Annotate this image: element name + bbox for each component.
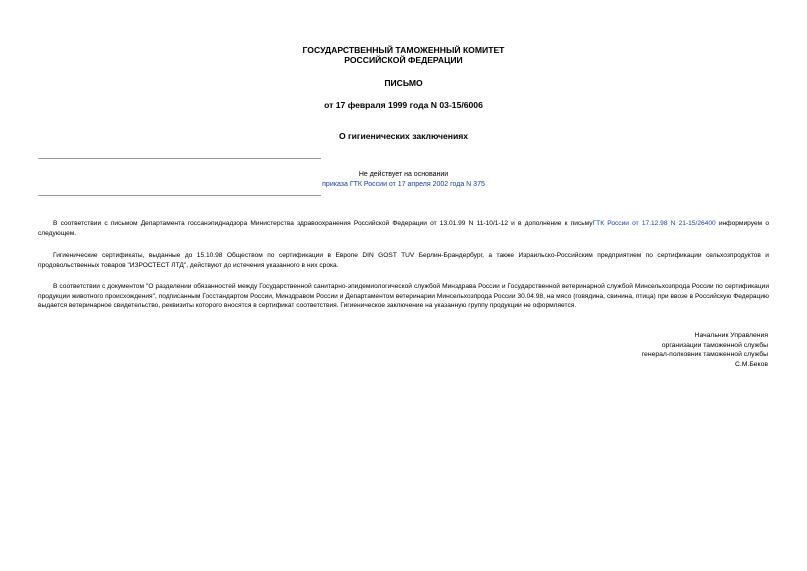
signature-position-2: организации таможенной службы (661, 341, 768, 349)
paragraph-1-link[interactable]: ГТК России от 17.12.98 N 21-15/26400 (592, 220, 716, 227)
issuer-line-1: ГОСУДАРСТВЕННЫЙ ТАМОЖЕННЫЙ КОМИТЕТ (302, 45, 505, 55)
paragraph-1-tail: информируем о следующем. (38, 220, 769, 237)
paragraph-1 (38, 219, 769, 238)
status-note-text: Не действует на основании (358, 171, 449, 178)
top-divider (38, 158, 321, 159)
status-note-line (0, 180, 807, 190)
paragraph-3: В соответствии с документом "О разделении обязанностей между Государственной санитарно-эпидемиологической службой Минздрава России и Государственной ветеринарной службой Минсельхозпрода России по сертификации продукции животного происхождения", подписанным Госстандартом России, Минздравом России и Департаментом ветеринарии Минсельхозпрода России 30.04.98, на мясо (говядина, свинина, птица) при ввозе в Российскую Федерацию выдается ветеринарное свидетельство, реквизиты которого вносятся в сертификат соответствия. Гигиеническое заключение на указанную группу продукции не оформляется. (38, 283, 769, 310)
signatory-name: С.М.Беков (734, 361, 768, 369)
status-note-link[interactable]: приказа ГТК России от 17 апреля 2002 года N 375 (322, 181, 485, 188)
bottom-divider (38, 195, 321, 196)
issuer-line-2: РОССИЙСКОЙ ФЕДЕРАЦИИ (344, 55, 463, 65)
signature-rank: генерал-полковник таможенной службы (641, 351, 768, 359)
paragraph-1-text: В соответствии с письмом Департамента госсанэпиднадзора Министерства здравоохранения Российской Федерации от 13.01.99 N 11-10/1-12 и в дополнение к письму (53, 220, 593, 227)
document-title: О гигиенических заключениях (338, 131, 469, 141)
document-type: ПИСЬМО (384, 78, 423, 88)
signature-position-1: Начальник Управления (694, 332, 768, 339)
signature-block (642, 331, 768, 370)
document-date-number: от 17 февраля 1999 года N 03-15/6006 (324, 100, 483, 110)
paragraph-2: Гигиенические сертификаты, выданные до 15.10.98 Обществом по сертификации в Европе DIN GOST TUV Берлин-Брандербург, а также Израильско-Российским предприятием по сертификации сельхозпродуктов и продовольственных товаров "ИЗРОСТЕСТ ЛТД", действуют до истечения указанного в них срока. (38, 252, 769, 269)
